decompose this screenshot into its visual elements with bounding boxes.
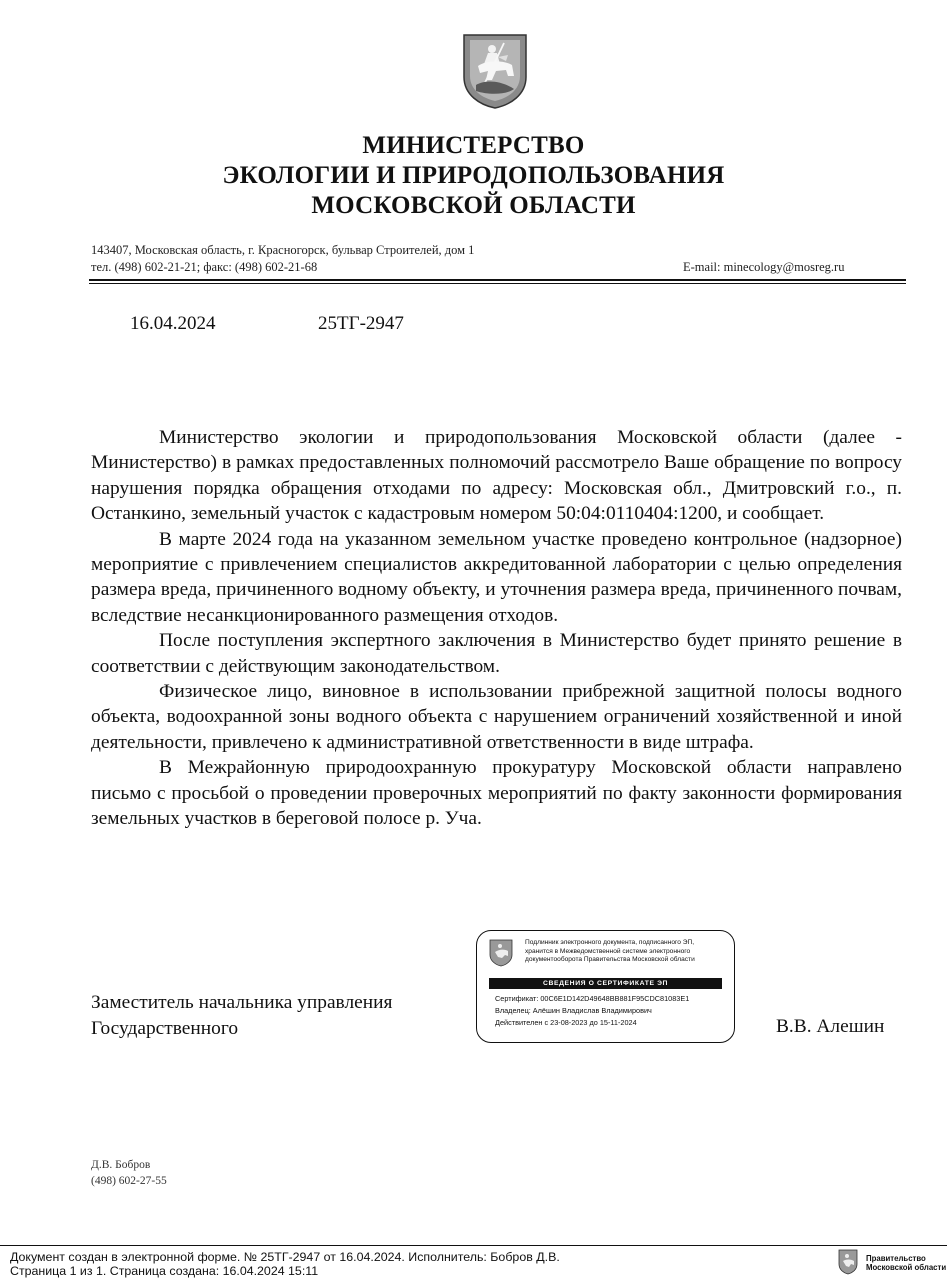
footer-page-info: Страница 1 из 1. Страница создана: 16.04.2024 15:11 <box>10 1264 319 1278</box>
coat-of-arms-icon <box>489 939 513 967</box>
moscow-oblast-coat-of-arms-icon <box>462 33 528 109</box>
stamp-owner: Владелец: Алёшин Владислав Владимирович <box>495 1006 652 1015</box>
document-number: 25ТГ-2947 <box>318 313 404 334</box>
stamp-certificate: Сертификат: 00C6E1D142D49648BB881F95CDC81083E1 <box>495 994 690 1003</box>
header-rule-thin <box>89 283 906 284</box>
ministry-email: E-mail: minecology@mosreg.ru <box>683 260 845 274</box>
government-logo-text <box>866 1254 946 1272</box>
signer-position-line-2: Государственного <box>91 1018 239 1039</box>
body-paragraph-2: В марте 2024 года на указанном земельном участке проведено контрольное (надзорное) мероприятие с привлечением специалистов аккредитованной лаборатории с целью определения размера вреда, причиненного водному объекту, и уточнения размера вреда, причиненного почвам, вследствие несанкционированного размещения отходов. <box>91 528 902 626</box>
document-date: 16.04.2024 <box>130 313 216 334</box>
signer-position-line-1: Заместитель начальника управления <box>91 992 393 1013</box>
stamp-header-line-1: Подлинник электронного документа, подписанного ЭП, <box>525 939 695 946</box>
stamp-title-bar: СВЕДЕНИЯ О СЕРТИФИКАТЕ ЭП <box>489 978 722 989</box>
header-rule-thick <box>89 279 906 281</box>
footer-document-info: Документ создан в электронной форме. № 25ТГ-2947 от 16.04.2024. Исполнитель: Бобров Д.В. <box>10 1250 560 1264</box>
letter-body <box>91 425 902 832</box>
executor-name: Д.В. Бобров <box>91 1159 151 1171</box>
ministry-title-line-2: ЭКОЛОГИИ И ПРИРОДОПОЛЬЗОВАНИЯ <box>222 162 725 189</box>
body-paragraph-5: В Межрайонную природоохранную прокуратуру Московской области направлено письмо с просьбой о проведении проверочных мероприятий по факту законности формирования земельных участков в береговой полосе р. Уча. <box>91 757 902 830</box>
stamp-header-line-2: хранится в Межведомственной системе электронного <box>525 947 691 955</box>
signer-position <box>91 990 392 1042</box>
e-signature-stamp <box>476 930 735 1043</box>
stamp-validity: Действителен с 23-08-2023 до 15-11-2024 <box>495 1018 637 1027</box>
stamp-header-line-3: документооборота Правительства Московской области <box>525 956 695 964</box>
footer-rule <box>0 1245 947 1246</box>
executor-phone: (498) 602-27-55 <box>91 1175 167 1187</box>
signer-name: В.В. Алешин <box>776 1016 885 1037</box>
ministry-phone-fax: тел. (498) 602-21-21; факс: (498) 602-21-68 <box>91 260 318 274</box>
body-paragraph-1: Министерство экологии и природопользования Московской области (далее - Министерство) в рамках предоставленных полномочий рассмотрело Ваше обращение по вопросу нарушения порядка обращения отходами по адресу: Московская обл., Дмитровский г.о., п. Останкино, земельный участок с кадастровым номером 50:04:0110404:1200, и сообщает. <box>91 427 902 525</box>
body-paragraph-4: Физическое лицо, виновное в использовании прибрежной защитной полосы водного объекта, водоохранной зоны водного объекта с нарушением ограничений хозяйственной и иной деятельности, привлечено к административной ответственности в виде штрафа. <box>91 681 902 753</box>
stamp-header <box>525 939 730 965</box>
ministry-address: 143407, Московская область, г. Красногорск, бульвар Строителей, дом 1 <box>91 243 475 257</box>
government-emblem-icon <box>838 1249 858 1275</box>
government-logo-text-line-1: Правительство <box>866 1254 926 1263</box>
body-paragraph-3: После поступления экспертного заключения в Министерство будет принято решение в соответствии с действующим законодательством. <box>91 630 902 677</box>
ministry-title-line-3: МОСКОВСКОЙ ОБЛАСТИ <box>311 192 636 219</box>
government-logo-text-line-2: Московской области <box>866 1263 947 1272</box>
ministry-title-line-1: МИНИСТЕРСТВО <box>362 132 585 159</box>
